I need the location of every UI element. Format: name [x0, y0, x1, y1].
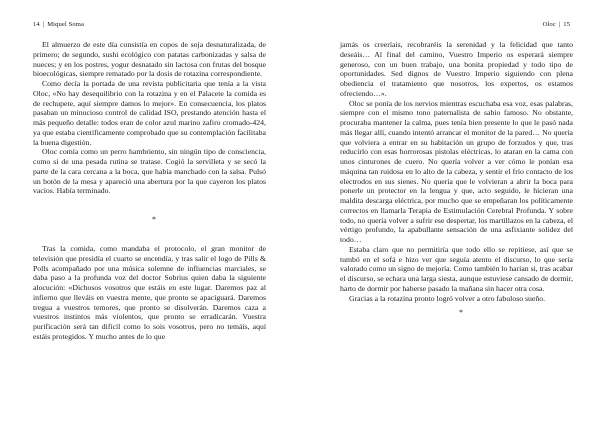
left-running-head-separator: | — [42, 21, 45, 28]
paragraph: El almuerzo de este día consistía en copos de soja desnaturalizada, de primero; de segundo, sushi ecológico con patatas carbonizadas y salsa de nueces; y en los postres, yogur desnatado sin lactosa con frutas del bosque bioecológicas, siempre rematado por la dosis de rotazina correspondiente. — [33, 40, 266, 79]
scene-break: * — [459, 308, 463, 318]
paragraph: Estaba claro que no permitiría que todo ello se repitiese, así que se tumbó en el sofá e hizo ver que seguía atento el discurso, lo que sería valorado como un signo de mejoría. Como también lo harían si, tras acabar el discurso, se echara una larga siesta, aunque estuviese cansado de dormir, harto de dormir por haberse pasado la mañana sin hacer otra cosa. — [340, 244, 573, 293]
left-page-number: 14 — [33, 21, 40, 28]
left-page-body — [33, 40, 266, 342]
paragraph: Como decía la portada de una revista publicitaria que tenía a la vista Oloc, «No hay desequilibrio con la rotazina y en el Palacete la comida es de rechupete, aquí siempre damos lo mejor». En consecuencia, los platos pasaban un minucioso control de calidad ISO, prestando atención hasta el más pequeño detalle: todos eran de color azul marino zafiro cromado-424, ya que estaba científicamente comprobado que su contemplación facilitaba la buena digestión. — [33, 79, 266, 147]
paragraph: jamás os creeríais, recobraréis la serenidad y la felicidad que tanto deseáis… Al final del camino, Vuestro Imperio os esperará siempre generoso, con un buen trabajo, una bonita propiedad y todo tipo de oportunidades. Sed dignos de Vuestro Imperio siguiendo con plena obediencia el tratamiento que nosotros, los expertos, os estamos ofreciendo…». — [340, 40, 573, 98]
paragraph: Gracias a la rotazina pronto logró volver a otro fabuloso sueño. — [349, 293, 546, 303]
left-running-head-author: Miquel Soma — [47, 21, 85, 28]
paragraph: Tras la comida, como mandaba el protocolo, el gran monitor de televisión que presidía el cuarto se encendía, y tras salir el logo de Pills & Polls acompañado por una música solemne de influencias marciales, se daba paso a la profunda voz del doctor Sobrius quien daba la siguiente alocución: «Dichosos vosotros que estáis en este lugar. Daremos paz al infierno que lleváis en vuestra mente, que pronto se apaciguará. Daremos tregua a vuestros temores, que pronto se disolverán. Daremos caza a vuestros instintos más violentos, que pronto se erradicarán. Vuestra purificación será tan difícil como lo sois vosotros, pero no temáis, aquí estáis protegidos. Y mucho antes de lo que — [33, 244, 266, 341]
right-running-head-separator: | — [558, 21, 561, 28]
right-page-body — [340, 40, 573, 323]
paragraph: Oloc se ponía de los nervios mientras escuchaba esa voz, esas palabras, siempre con el mismo tono paternalista de sabio famoso. No obstante, procuraba mantener la calma, pues tenía bien presente lo que le pasó nada más llegar allí, cuando intentó arrancar el monitor de la pared… No quería que volviera a entrar en su habitación un grupo de forzudos y que, tras reducirlo con esas horrorosas pistolas eléctricas, lo ataran en la cama con unos cinturones de cuero. No quería volver a ver cómo le ponían esa máquina tan ruidosa en lo alto de la cabeza, y sentir el frío contacto de los electrodos en sus sienes. No quería que le volvieran a abrir la boca para ponerle un protector en la lengua y que, acto seguido, le hicieran una maldita descarga eléctrica, por mucho que se empeñaran los políticamente correctos en llamarla Terapia de Estimulación Cerebral Profunda. Y sobre todo, no quería volver a sufrir ese despertar, los martillazos en la cabeza, el vértigo profundo, la apabullante sensación de una asfixiante solidez del todo… — [340, 98, 573, 244]
left-running-head — [33, 21, 84, 29]
scene-break: * — [152, 215, 156, 224]
paragraph: Oloc comía como un perro hambriento, sin ningún tipo de consciencia, como si de una pesada rutina se tratase. Cogió la servilleta y se secó la parte de la cara cercana a la boca, que había manchado con la salsa. Pulsó un botón de la mesa y apareció una abertura por la que cayeron los platos vacíos. Había terminado. — [33, 147, 266, 196]
right-running-head-title: Oloc — [542, 21, 556, 28]
right-page — [300, 0, 600, 425]
right-page-number: 15 — [563, 21, 570, 28]
right-running-head — [543, 21, 570, 29]
